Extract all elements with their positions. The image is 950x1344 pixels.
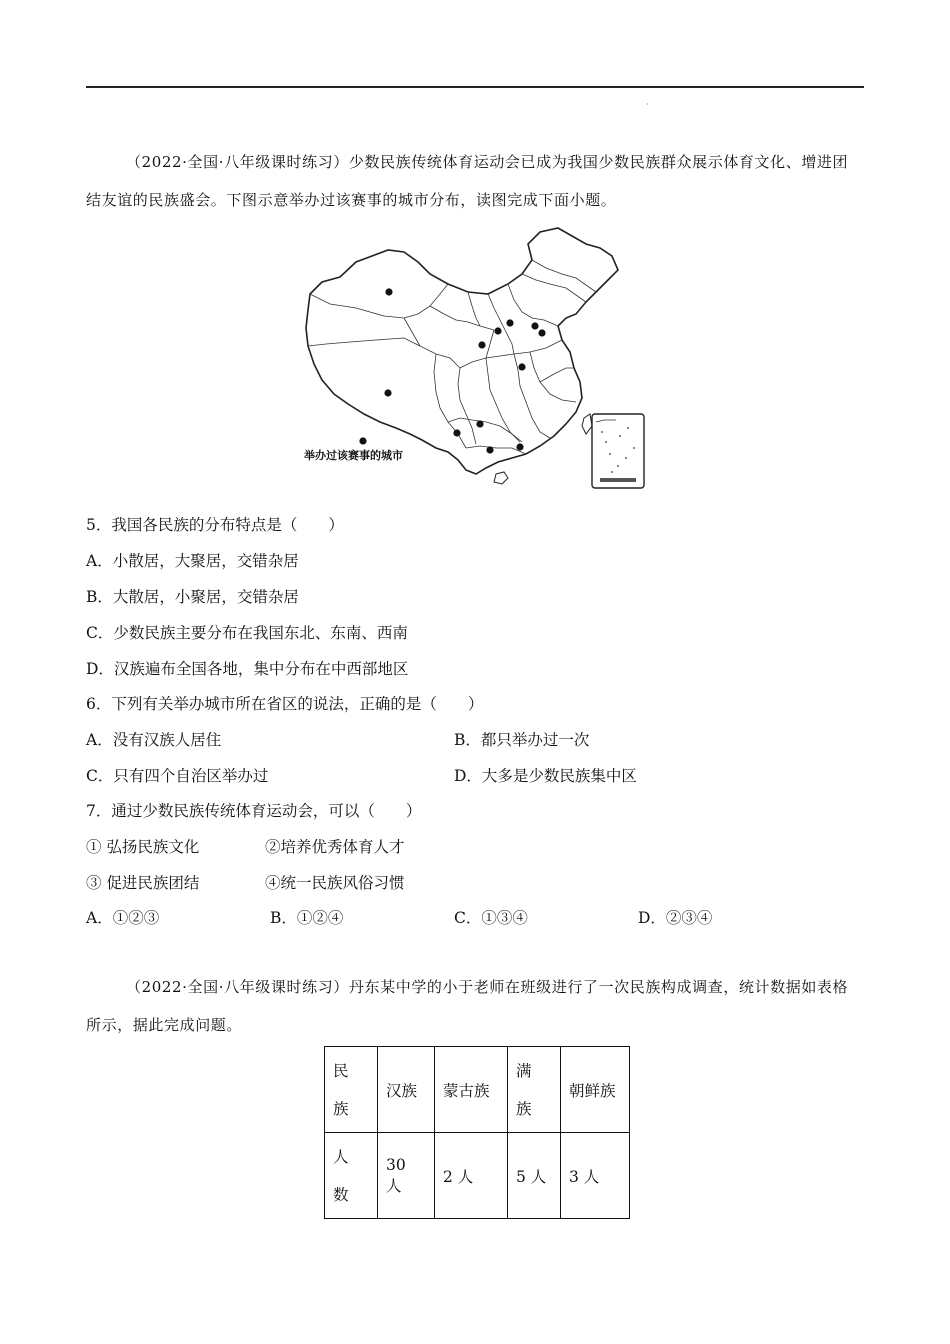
- intro-paragraph-2: [86, 968, 856, 1044]
- intro-2-text: 丹东某中学的小于老师在班级进行了一次民族构成调查，统计数据如表格所示，据此完成问题。: [86, 978, 849, 1034]
- intro-1-text: 少数民族传统体育运动会已成为我国少数民族群众展示体育文化、增进团结友谊的民族盛会。下图示意举办过该赛事的城市分布，读图完成下面小题。: [86, 153, 849, 209]
- q6-option-a[interactable]: A．没有汉族人居住: [86, 731, 222, 749]
- table-cell: 3 人: [561, 1133, 630, 1219]
- table-cell: 2 人: [435, 1133, 508, 1219]
- hainan-island: [494, 472, 508, 484]
- city-dot: [486, 446, 493, 453]
- table-header-char: 民: [333, 1061, 349, 1080]
- table-row-header: [325, 1047, 378, 1133]
- taiwan-island: [582, 414, 592, 434]
- intro-2-source: （2022·全国·八年级课时练习）: [126, 978, 349, 996]
- table-cell: 朝鲜族: [561, 1047, 630, 1133]
- table-header-char: 族: [333, 1099, 349, 1118]
- q7-item-4: ④统一民族风俗习惯: [265, 874, 405, 892]
- south-china-sea-inset: [592, 414, 644, 488]
- city-dot: [518, 363, 525, 370]
- q6-option-c[interactable]: C．只有四个自治区举办过: [86, 767, 269, 785]
- intro-1-source: （2022·全国·八年级课时练习）: [126, 153, 349, 171]
- china-map-figure: [300, 222, 650, 492]
- q7-option-d[interactable]: D．②③④: [638, 909, 713, 927]
- city-dot: [516, 443, 523, 450]
- q7-item-1: ① 弘扬民族文化: [86, 838, 200, 856]
- table-header-char: 数: [333, 1185, 349, 1204]
- q6-option-b[interactable]: B．都只举办过一次: [454, 731, 590, 749]
- city-dot: [506, 319, 513, 326]
- map-legend: 举办过该赛事的城市: [304, 449, 403, 462]
- header-dot: ·: [646, 100, 649, 109]
- city-dot: [385, 288, 392, 295]
- q6-option-d[interactable]: D．大多是少数民族集中区: [454, 767, 637, 785]
- table-header-char: 族: [516, 1099, 532, 1118]
- city-dot: [494, 327, 501, 334]
- table-cell: 30 人: [378, 1133, 435, 1219]
- header-rule: [86, 86, 864, 88]
- china-outline: [306, 228, 618, 474]
- q7-option-a[interactable]: A．①②③: [86, 909, 160, 927]
- q5-option-b[interactable]: B．大散居，小聚居，交错杂居: [86, 588, 299, 606]
- intro-paragraph-1: [86, 143, 856, 219]
- table-row-header: [325, 1133, 378, 1219]
- q7-option-c[interactable]: C．①③④: [454, 909, 528, 927]
- table-header-char: 人: [333, 1147, 349, 1166]
- q5-option-d[interactable]: D．汉族遍布全国各地，集中分布在中西部地区: [86, 660, 409, 678]
- table-header-char: 满: [516, 1061, 532, 1080]
- city-dot: [476, 420, 483, 427]
- q6-stem: 6．下列有关举办城市所在省区的说法，正确的是（ ）: [86, 695, 484, 713]
- city-dot: [531, 322, 538, 329]
- q5-stem: 5．我国各民族的分布特点是（ ）: [86, 516, 344, 534]
- table-cell: 5 人: [508, 1133, 561, 1219]
- city-dot: [453, 429, 460, 436]
- city-dot: [538, 329, 545, 336]
- table-cell: 蒙古族: [435, 1047, 508, 1133]
- table-row: [325, 1047, 630, 1133]
- city-dot: [359, 437, 366, 444]
- q7-option-b[interactable]: B．①②④: [270, 909, 344, 927]
- city-dot: [478, 341, 485, 348]
- table-cell: [508, 1047, 561, 1133]
- table-cell: 汉族: [378, 1047, 435, 1133]
- q5-option-a[interactable]: A．小散居，大聚居，交错杂居: [86, 552, 299, 570]
- table-row: [325, 1133, 630, 1219]
- q7-item-3: ③ 促进民族团结: [86, 874, 200, 892]
- q7-stem: 7．通过少数民族传统体育运动会，可以（ ）: [86, 802, 422, 820]
- q7-item-2: ②培养优秀体育人才: [265, 838, 405, 856]
- q5-option-c[interactable]: C．少数民族主要分布在我国东北、东南、西南: [86, 624, 408, 642]
- ethnic-survey-table: [324, 1046, 630, 1219]
- city-dot: [384, 389, 391, 396]
